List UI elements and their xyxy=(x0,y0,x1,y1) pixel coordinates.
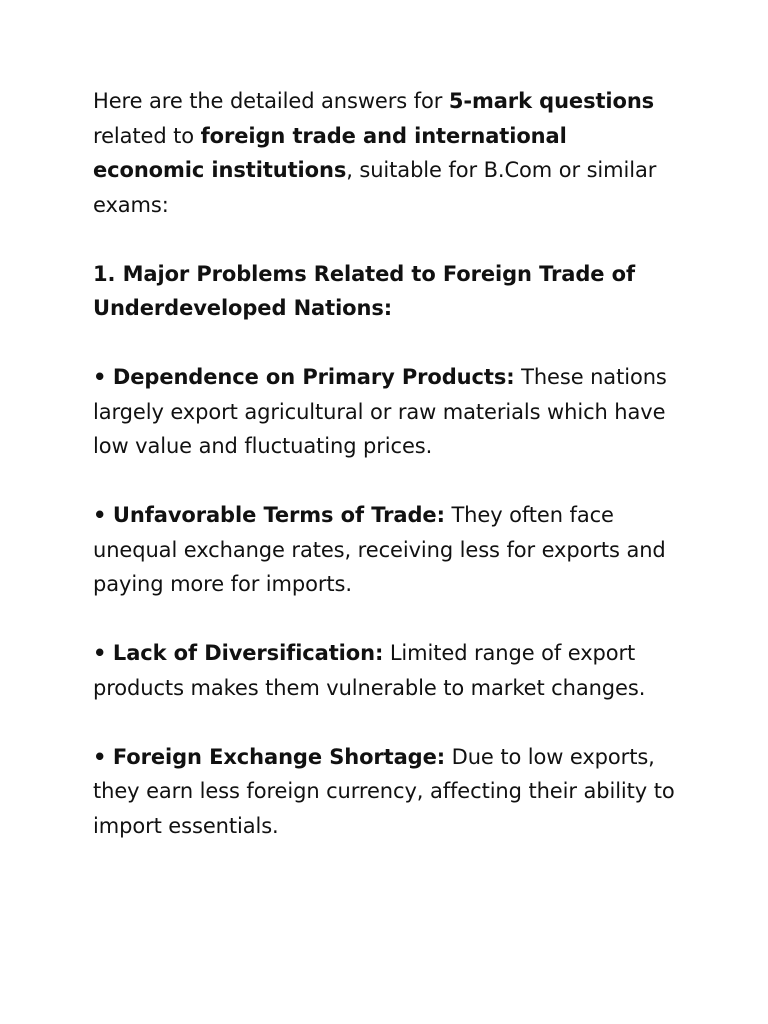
section-heading-text: 1. Major Problems Related to Foreign Trade of Underdeveloped Nations: xyxy=(93,261,635,320)
bullet-symbol: • xyxy=(93,365,107,389)
bullet-title: Unfavorable Terms of Trade: xyxy=(112,503,445,527)
document-page xyxy=(93,84,683,878)
intro-text-2: related to xyxy=(93,123,201,148)
intro-paragraph xyxy=(93,84,683,222)
bullet-symbol: • xyxy=(93,641,107,665)
bullet-text: Due to low exports, they earn less foreign currency, affecting their ability to import essentials. xyxy=(93,744,675,838)
bullet-title: Foreign Exchange Shortage: xyxy=(112,744,446,769)
intro-text-1: Here are the detailed answers for xyxy=(93,89,449,113)
bullet-point-2 xyxy=(93,498,683,602)
bullet-point-3 xyxy=(93,636,683,705)
intro-text-3: , suitable for B.Com or similar exams: xyxy=(93,158,657,217)
bullet-symbol: • xyxy=(93,744,107,769)
section-heading xyxy=(93,257,683,326)
intro-bold-1: 5-mark questions xyxy=(448,89,655,113)
bullet-title: Dependence on Primary Products: xyxy=(112,365,515,389)
bullet-title: Lack of Diversification: xyxy=(112,641,384,665)
bullet-text: These nations largely export agricultural or raw materials which have low value and fluctuating prices. xyxy=(93,365,667,458)
intro-bold-2: foreign trade and international economic institutions xyxy=(93,123,567,182)
bullet-text: Limited range of export products makes them vulnerable to market changes. xyxy=(93,641,646,700)
bullet-text: They often face unequal exchange rates, receiving less for exports and paying more for imports. xyxy=(93,503,666,596)
bullet-point-1 xyxy=(93,360,683,464)
bullet-point-4 xyxy=(93,740,683,844)
bullet-symbol: • xyxy=(93,503,107,527)
